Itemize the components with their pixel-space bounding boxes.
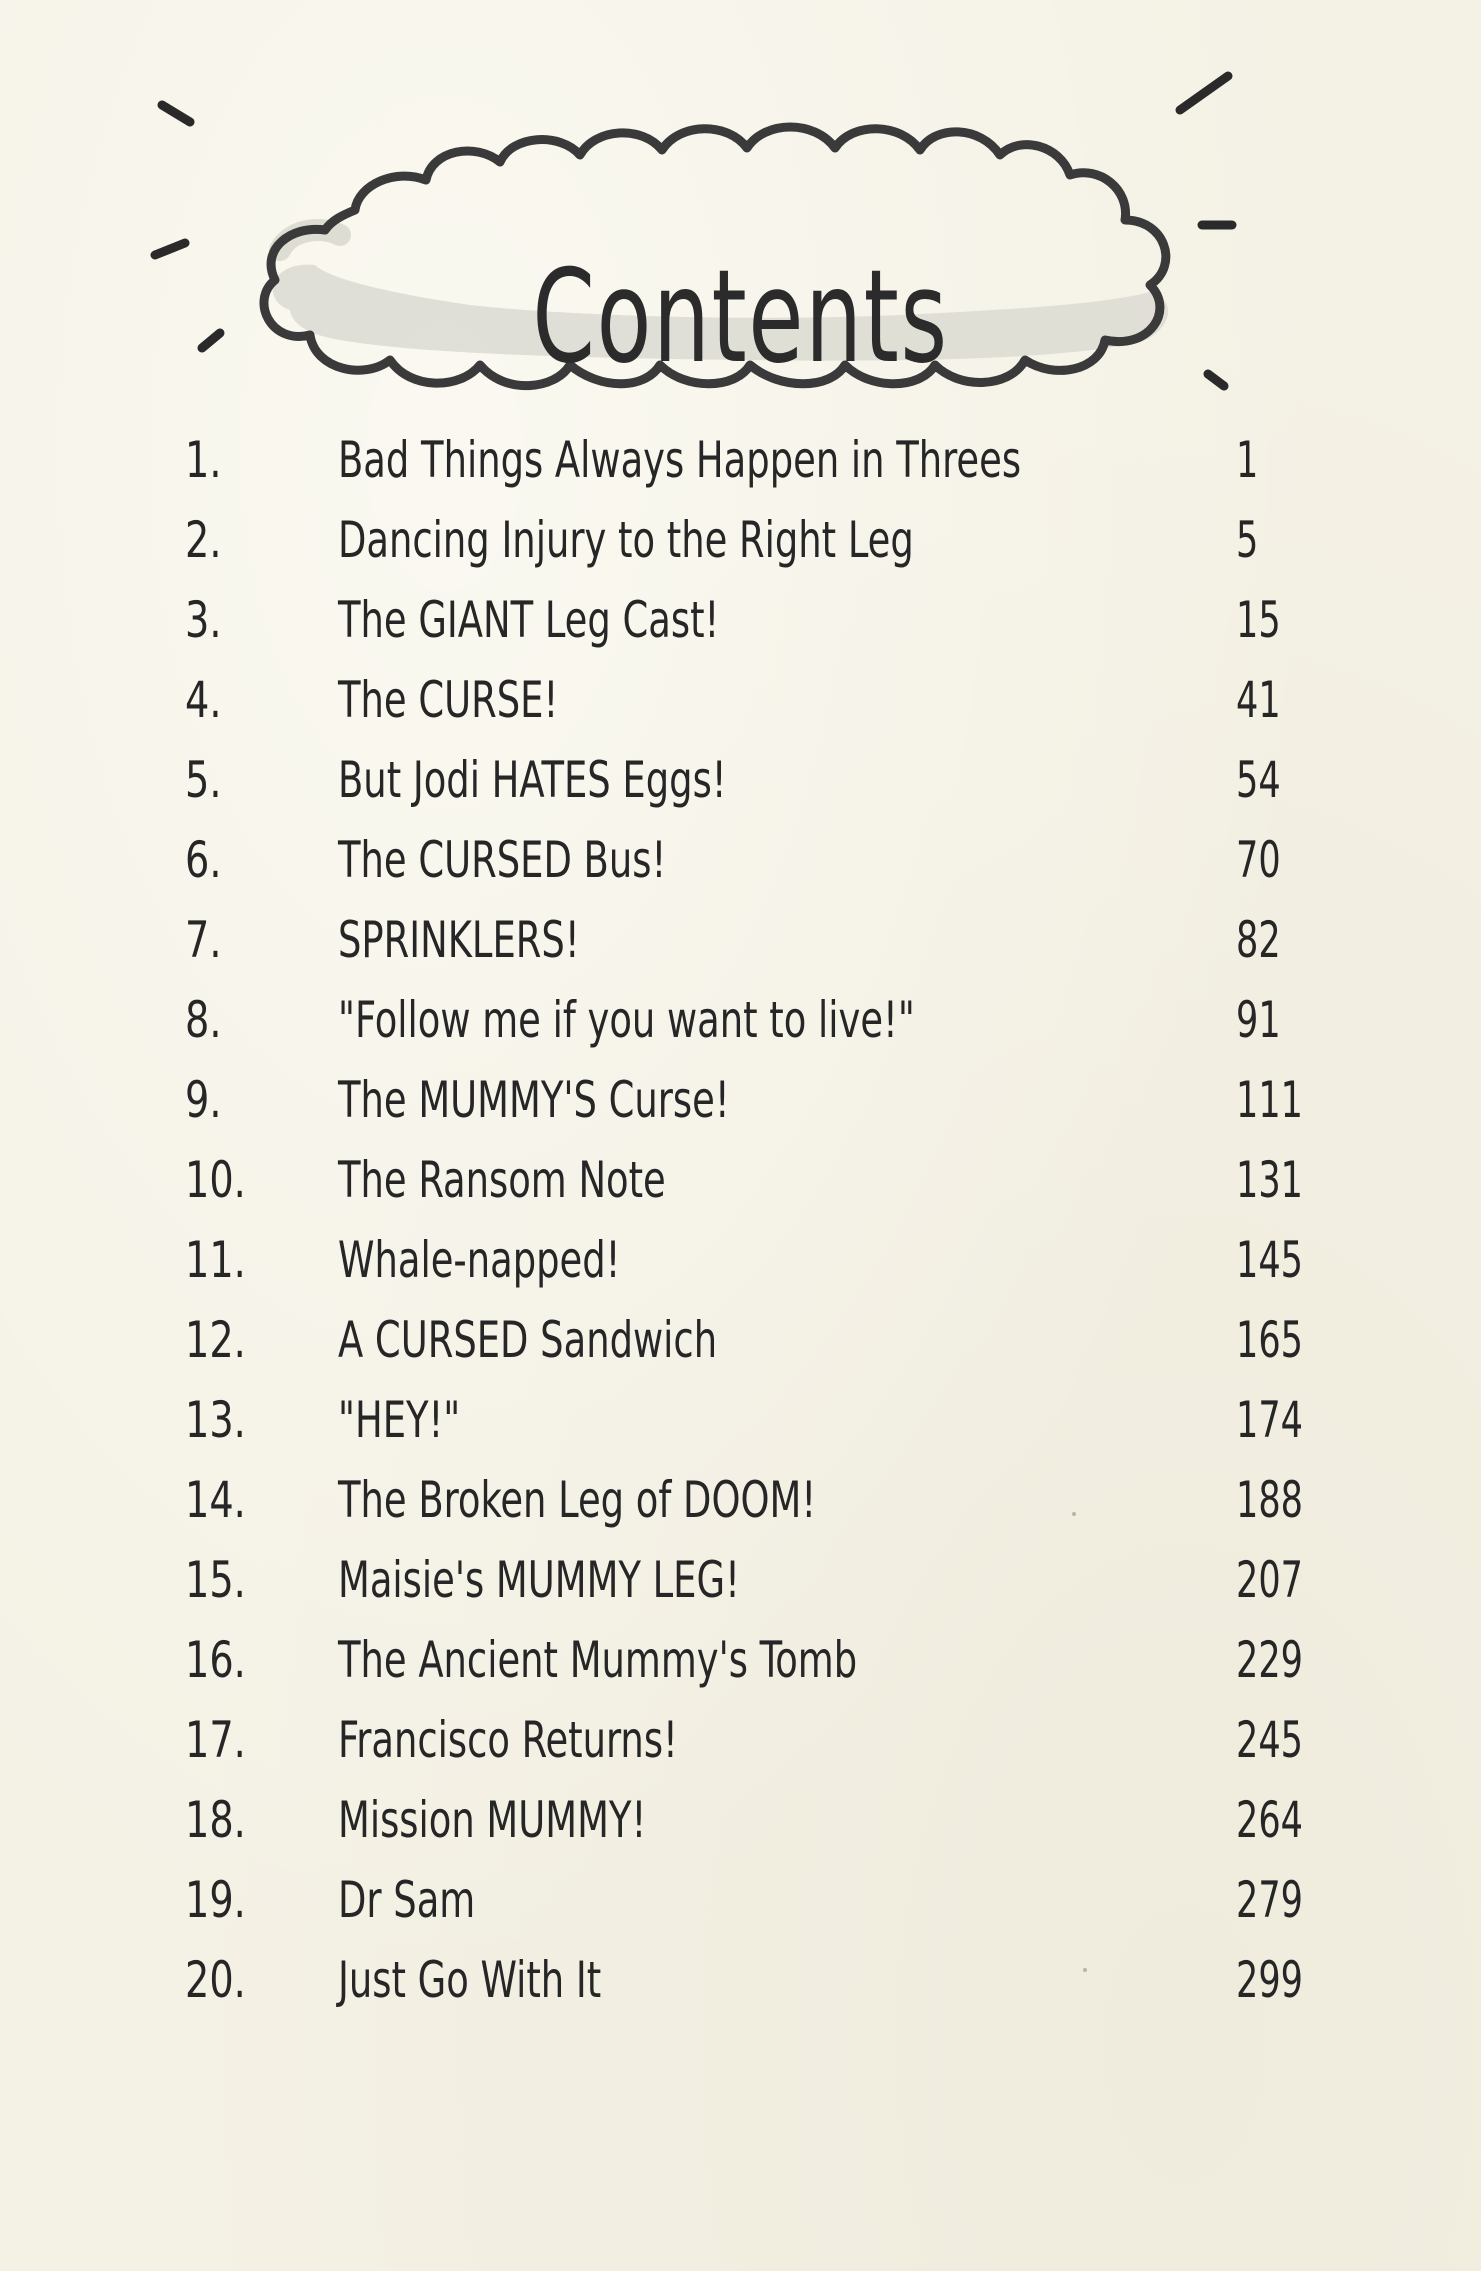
chapter-number: 15. <box>185 1551 246 1609</box>
page-number: 279 <box>1236 1871 1303 1929</box>
page-number: 41 <box>1236 671 1281 729</box>
chapter-title: Mission MUMMY! <box>338 1791 647 1849</box>
page-number: 264 <box>1236 1791 1303 1849</box>
page-number: 111 <box>1236 1071 1303 1129</box>
toc-row <box>0 660 1481 740</box>
chapter-title: Bad Things Always Happen in Threes <box>338 431 1022 489</box>
chapter-number: 9. <box>185 1071 222 1129</box>
toc-row <box>0 1540 1481 1620</box>
page-number: 299 <box>1236 1951 1303 2009</box>
paper-speck <box>1072 1512 1076 1516</box>
page-number: 54 <box>1236 751 1281 809</box>
chapter-title: Just Go With It <box>338 1951 602 2009</box>
paper-speck <box>1083 1968 1087 1972</box>
toc-row <box>0 1140 1481 1220</box>
toc-row <box>0 980 1481 1060</box>
page-number: 174 <box>1236 1391 1303 1449</box>
toc-row <box>0 420 1481 500</box>
chapter-number: 14. <box>185 1471 246 1529</box>
chapter-number: 12. <box>185 1311 246 1369</box>
chapter-number: 13. <box>185 1391 246 1449</box>
page-number: 131 <box>1236 1151 1303 1209</box>
chapter-number: 7. <box>185 911 222 969</box>
page-number: 82 <box>1236 911 1281 969</box>
toc-row <box>0 500 1481 580</box>
page-number: 15 <box>1236 591 1281 649</box>
chapter-number: 1. <box>185 431 222 489</box>
chapter-number: 6. <box>185 831 222 889</box>
page-number: 1 <box>1236 431 1259 489</box>
toc-row <box>0 1300 1481 1380</box>
chapter-title: Whale-napped! <box>338 1231 621 1289</box>
chapter-title: The Ransom Note <box>338 1151 666 1209</box>
chapter-title: The GIANT Leg Cast! <box>338 591 720 649</box>
toc-row <box>0 1460 1481 1540</box>
toc-row <box>0 1780 1481 1860</box>
toc-row <box>0 1220 1481 1300</box>
chapter-number: 20. <box>185 1951 246 2009</box>
chapter-title: Dancing Injury to the Right Leg <box>338 511 914 569</box>
chapter-title: The Ancient Mummy's Tomb <box>338 1631 858 1689</box>
toc-row <box>0 1060 1481 1140</box>
toc-row <box>0 820 1481 900</box>
chapter-title: The CURSED Bus! <box>338 831 667 889</box>
chapter-title: Francisco Returns! <box>338 1711 678 1769</box>
chapter-title: A CURSED Sandwich <box>338 1311 718 1369</box>
toc-row <box>0 1860 1481 1940</box>
toc-row <box>0 740 1481 820</box>
chapter-number: 18. <box>185 1791 246 1849</box>
chapter-title: The Broken Leg of DOOM! <box>338 1471 817 1529</box>
page-number: 165 <box>1236 1311 1303 1369</box>
chapter-title: Maisie's MUMMY LEG! <box>338 1551 740 1609</box>
chapter-title: SPRINKLERS! <box>338 911 580 969</box>
chapter-number: 10. <box>185 1151 246 1209</box>
chapter-number: 8. <box>185 991 222 1049</box>
toc-row <box>0 580 1481 660</box>
chapter-number: 17. <box>185 1711 246 1769</box>
page-number: 70 <box>1236 831 1281 889</box>
page-title: Contents <box>532 242 949 392</box>
toc-row <box>0 1700 1481 1780</box>
toc-row <box>0 900 1481 980</box>
chapter-title: The CURSE! <box>338 671 559 729</box>
chapter-number: 2. <box>185 511 222 569</box>
page-number: 5 <box>1236 511 1259 569</box>
toc-row <box>0 1620 1481 1700</box>
chapter-title: "HEY!" <box>338 1391 461 1449</box>
page-number: 91 <box>1236 991 1281 1049</box>
chapter-title: "Follow me if you want to live!" <box>338 991 915 1049</box>
chapter-number: 11. <box>185 1231 246 1289</box>
toc-row <box>0 1380 1481 1460</box>
page-number: 188 <box>1236 1471 1303 1529</box>
chapter-title: But Jodi HATES Eggs! <box>338 751 727 809</box>
page-number: 145 <box>1236 1231 1303 1289</box>
chapter-title: Dr Sam <box>338 1871 476 1929</box>
page-number: 207 <box>1236 1551 1303 1609</box>
chapter-number: 4. <box>185 671 222 729</box>
page-number: 245 <box>1236 1711 1303 1769</box>
chapter-title: The MUMMY'S Curse! <box>338 1071 730 1129</box>
page-number: 229 <box>1236 1631 1303 1689</box>
toc-row <box>0 1940 1481 2020</box>
chapter-number: 5. <box>185 751 222 809</box>
chapter-number: 19. <box>185 1871 246 1929</box>
chapter-number: 3. <box>185 591 222 649</box>
chapter-number: 16. <box>185 1631 246 1689</box>
